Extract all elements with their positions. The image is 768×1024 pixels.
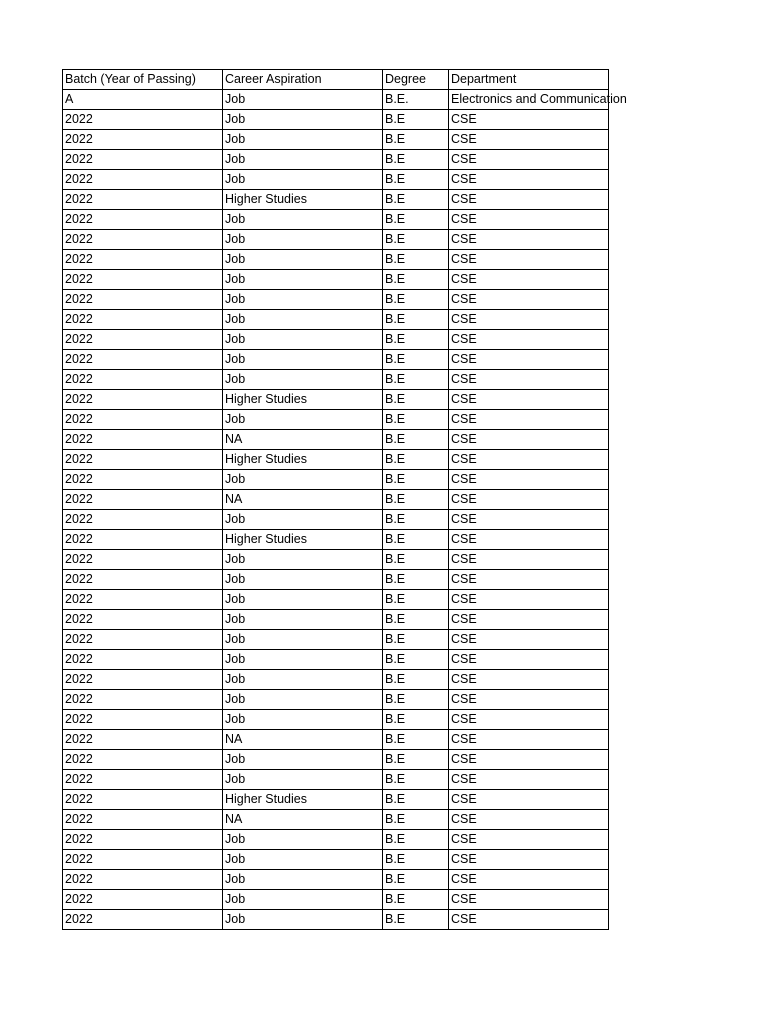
table-row	[63, 370, 609, 390]
cell-degree[interactable]: B.E	[383, 310, 449, 330]
cell-degree[interactable]: B.E	[383, 350, 449, 370]
cell-batch[interactable]: 2022	[63, 190, 223, 210]
cell-department[interactable]: CSE	[449, 170, 609, 190]
cell-degree[interactable]: B.E	[383, 650, 449, 670]
cell-batch[interactable]: 2022	[63, 250, 223, 270]
table-row	[63, 210, 609, 230]
cell-career-aspiration[interactable]: Job	[223, 910, 383, 930]
cell-department[interactable]: CSE	[449, 770, 609, 790]
cell-batch[interactable]: 2022	[63, 450, 223, 470]
cell-degree[interactable]: B.E	[383, 470, 449, 490]
cell-degree[interactable]: B.E	[383, 110, 449, 130]
table-row	[63, 850, 609, 870]
table-row	[63, 670, 609, 690]
cell-department[interactable]: CSE	[449, 410, 609, 430]
cell-department[interactable]: CSE	[449, 650, 609, 670]
cell-degree[interactable]: B.E	[383, 750, 449, 770]
cell-batch[interactable]: 2022	[63, 270, 223, 290]
cell-department[interactable]: CSE	[449, 130, 609, 150]
cell-batch[interactable]: 2022	[63, 570, 223, 590]
cell-department[interactable]: CSE	[449, 230, 609, 250]
cell-career-aspiration[interactable]: Job	[223, 890, 383, 910]
cell-career-aspiration[interactable]: Job	[223, 210, 383, 230]
cell-career-aspiration[interactable]: Job	[223, 110, 383, 130]
cell-department[interactable]: CSE	[449, 870, 609, 890]
spreadsheet-body	[63, 70, 627, 930]
table-row	[63, 130, 609, 150]
cell-degree[interactable]: B.E	[383, 370, 449, 390]
cell-batch[interactable]: 2022	[63, 770, 223, 790]
table-row	[63, 690, 609, 710]
cell-career-aspiration[interactable]: Job	[223, 830, 383, 850]
cell-department[interactable]: CSE	[449, 910, 609, 930]
cell-batch[interactable]: 2022	[63, 230, 223, 250]
cell-career-aspiration[interactable]: NA	[223, 490, 383, 510]
cell-department[interactable]: CSE	[449, 530, 609, 550]
cell-degree[interactable]: B.E	[383, 410, 449, 430]
cell-batch[interactable]: A	[63, 90, 223, 110]
cell-department[interactable]: CSE	[449, 310, 609, 330]
cell-career-aspiration[interactable]: Job	[223, 270, 383, 290]
cell-department[interactable]: CSE	[449, 750, 609, 770]
cell-career-aspiration[interactable]: Job	[223, 170, 383, 190]
table-row	[63, 630, 609, 650]
cell-career-aspiration[interactable]: Job	[223, 470, 383, 490]
table-row	[63, 570, 609, 590]
cell-batch[interactable]: 2022	[63, 670, 223, 690]
header-cell-batch[interactable]: Batch (Year of Passing)	[63, 70, 223, 90]
cell-career-aspiration[interactable]: NA	[223, 430, 383, 450]
cell-degree[interactable]: B.E	[383, 670, 449, 690]
cell-department[interactable]: CSE	[449, 330, 609, 350]
cell-batch[interactable]: 2022	[63, 130, 223, 150]
cell-degree[interactable]: B.E	[383, 810, 449, 830]
cell-degree[interactable]: B.E	[383, 390, 449, 410]
cell-batch[interactable]: 2022	[63, 390, 223, 410]
cell-batch[interactable]: 2022	[63, 490, 223, 510]
cell-degree[interactable]: B.E	[383, 430, 449, 450]
cell-career-aspiration[interactable]: Job	[223, 750, 383, 770]
table-row	[63, 470, 609, 490]
table-row	[63, 770, 609, 790]
header-cell-degree[interactable]: Degree	[383, 70, 449, 90]
cell-degree[interactable]: B.E	[383, 530, 449, 550]
cell-career-aspiration[interactable]: NA	[223, 810, 383, 830]
header-row	[63, 70, 609, 90]
cell-batch[interactable]: 2022	[63, 290, 223, 310]
cell-degree[interactable]: B.E	[383, 330, 449, 350]
cell-career-aspiration[interactable]: NA	[223, 730, 383, 750]
cell-batch[interactable]: 2022	[63, 110, 223, 130]
cell-batch[interactable]: 2022	[63, 530, 223, 550]
cell-career-aspiration[interactable]: Job	[223, 330, 383, 350]
cell-batch[interactable]: 2022	[63, 350, 223, 370]
cell-batch[interactable]: 2022	[63, 550, 223, 570]
table-row	[63, 250, 609, 270]
table-row	[63, 510, 609, 530]
cell-degree[interactable]: B.E	[383, 510, 449, 530]
table-row	[63, 910, 609, 930]
cell-degree[interactable]: B.E	[383, 130, 449, 150]
cell-degree[interactable]: B.E	[383, 250, 449, 270]
table-row	[63, 270, 609, 290]
cell-department[interactable]: CSE	[449, 690, 609, 710]
cell-degree[interactable]: B.E.	[383, 90, 449, 110]
cell-department[interactable]: CSE	[449, 710, 609, 730]
cell-career-aspiration[interactable]: Higher Studies	[223, 450, 383, 470]
cell-department[interactable]: Electronics and Communication	[449, 90, 609, 110]
cell-department[interactable]: CSE	[449, 210, 609, 230]
cell-career-aspiration[interactable]: Job	[223, 690, 383, 710]
cell-degree[interactable]: B.E	[383, 870, 449, 890]
cell-degree[interactable]: B.E	[383, 590, 449, 610]
cell-career-aspiration[interactable]: Job	[223, 630, 383, 650]
cell-department[interactable]: CSE	[449, 250, 609, 270]
table-row	[63, 810, 609, 830]
table-row	[63, 450, 609, 470]
cell-degree[interactable]: B.E	[383, 570, 449, 590]
cell-career-aspiration[interactable]: Job	[223, 510, 383, 530]
table-row	[63, 610, 609, 630]
cell-department[interactable]: CSE	[449, 510, 609, 530]
table-row	[63, 90, 609, 110]
cell-department[interactable]: CSE	[449, 570, 609, 590]
table-row	[63, 330, 609, 350]
cell-batch[interactable]: 2022	[63, 850, 223, 870]
cell-degree[interactable]: B.E	[383, 170, 449, 190]
cell-degree[interactable]: B.E	[383, 610, 449, 630]
cell-batch[interactable]: 2022	[63, 470, 223, 490]
cell-batch[interactable]: 2022	[63, 510, 223, 530]
cell-department[interactable]: CSE	[449, 670, 609, 690]
cell-department[interactable]: CSE	[449, 390, 609, 410]
table-row	[63, 410, 609, 430]
cell-department[interactable]: CSE	[449, 590, 609, 610]
cell-batch[interactable]: 2022	[63, 910, 223, 930]
table-row	[63, 710, 609, 730]
table-row	[63, 170, 609, 190]
cell-batch[interactable]: 2022	[63, 210, 223, 230]
cell-career-aspiration[interactable]: Job	[223, 130, 383, 150]
cell-career-aspiration[interactable]: Higher Studies	[223, 530, 383, 550]
cell-career-aspiration[interactable]: Higher Studies	[223, 790, 383, 810]
table-row	[63, 790, 609, 810]
cell-career-aspiration[interactable]: Job	[223, 670, 383, 690]
cell-department[interactable]: CSE	[449, 450, 609, 470]
cell-degree[interactable]: B.E	[383, 890, 449, 910]
cell-degree[interactable]: B.E	[383, 770, 449, 790]
table-row	[63, 530, 609, 550]
cell-batch[interactable]: 2022	[63, 150, 223, 170]
cell-department[interactable]: CSE	[449, 350, 609, 370]
cell-batch[interactable]: 2022	[63, 730, 223, 750]
cell-degree[interactable]: B.E	[383, 630, 449, 650]
cell-degree[interactable]: B.E	[383, 910, 449, 930]
cell-batch[interactable]: 2022	[63, 590, 223, 610]
cell-department[interactable]: CSE	[449, 610, 609, 630]
table-row	[63, 830, 609, 850]
cell-career-aspiration[interactable]: Job	[223, 370, 383, 390]
cell-degree[interactable]: B.E	[383, 710, 449, 730]
cell-batch[interactable]: 2022	[63, 890, 223, 910]
cell-degree[interactable]: B.E	[383, 450, 449, 470]
cell-degree[interactable]: B.E	[383, 150, 449, 170]
cell-degree[interactable]: B.E	[383, 730, 449, 750]
cell-department[interactable]: CSE	[449, 110, 609, 130]
cell-degree[interactable]: B.E	[383, 210, 449, 230]
cell-career-aspiration[interactable]: Job	[223, 310, 383, 330]
cell-department[interactable]: CSE	[449, 150, 609, 170]
table-row	[63, 350, 609, 370]
table-row	[63, 750, 609, 770]
table-row	[63, 290, 609, 310]
table-row	[63, 590, 609, 610]
cell-batch[interactable]: 2022	[63, 170, 223, 190]
cell-department[interactable]: CSE	[449, 850, 609, 870]
cell-department[interactable]: CSE	[449, 490, 609, 510]
cell-department[interactable]: CSE	[449, 830, 609, 850]
cell-career-aspiration[interactable]: Job	[223, 410, 383, 430]
cell-department[interactable]: CSE	[449, 430, 609, 450]
cell-degree[interactable]: B.E	[383, 190, 449, 210]
cell-career-aspiration[interactable]: Higher Studies	[223, 390, 383, 410]
cell-career-aspiration[interactable]: Job	[223, 770, 383, 790]
cell-degree[interactable]: B.E	[383, 290, 449, 310]
spreadsheet-table	[62, 69, 627, 930]
cell-degree[interactable]: B.E	[383, 690, 449, 710]
cell-career-aspiration[interactable]: Job	[223, 250, 383, 270]
cell-department[interactable]: CSE	[449, 730, 609, 750]
table-row	[63, 190, 609, 210]
cell-career-aspiration[interactable]: Job	[223, 230, 383, 250]
table-row	[63, 650, 609, 670]
cell-degree[interactable]: B.E	[383, 550, 449, 570]
table-row	[63, 550, 609, 570]
cell-degree[interactable]: B.E	[383, 790, 449, 810]
cell-career-aspiration[interactable]: Job	[223, 650, 383, 670]
cell-career-aspiration[interactable]: Job	[223, 590, 383, 610]
cell-career-aspiration[interactable]: Job	[223, 150, 383, 170]
cell-batch[interactable]: 2022	[63, 790, 223, 810]
cell-career-aspiration[interactable]: Job	[223, 710, 383, 730]
cell-batch[interactable]: 2022	[63, 630, 223, 650]
table-row	[63, 310, 609, 330]
cell-department[interactable]: CSE	[449, 470, 609, 490]
cell-batch[interactable]: 2022	[63, 750, 223, 770]
cell-career-aspiration[interactable]: Job	[223, 350, 383, 370]
cell-career-aspiration[interactable]: Job	[223, 610, 383, 630]
cell-department[interactable]: CSE	[449, 270, 609, 290]
table-row	[63, 150, 609, 170]
cell-batch[interactable]: 2022	[63, 650, 223, 670]
cell-career-aspiration[interactable]: Job	[223, 90, 383, 110]
cell-degree[interactable]: B.E	[383, 230, 449, 250]
cell-career-aspiration[interactable]: Job	[223, 570, 383, 590]
table-row	[63, 430, 609, 450]
table-row	[63, 390, 609, 410]
cell-degree[interactable]: B.E	[383, 830, 449, 850]
cell-batch[interactable]: 2022	[63, 410, 223, 430]
header-cell-department[interactable]: Department	[449, 70, 609, 90]
cell-batch[interactable]: 2022	[63, 610, 223, 630]
cell-department[interactable]: CSE	[449, 790, 609, 810]
table-row	[63, 490, 609, 510]
cell-degree[interactable]: B.E	[383, 270, 449, 290]
table-row	[63, 890, 609, 910]
cell-batch[interactable]: 2022	[63, 810, 223, 830]
cell-department[interactable]: CSE	[449, 550, 609, 570]
cell-batch[interactable]: 2022	[63, 830, 223, 850]
table-row	[63, 110, 609, 130]
cell-department[interactable]: CSE	[449, 190, 609, 210]
cell-batch[interactable]: 2022	[63, 690, 223, 710]
cell-career-aspiration[interactable]: Higher Studies	[223, 190, 383, 210]
table-row	[63, 730, 609, 750]
cell-career-aspiration[interactable]: Job	[223, 550, 383, 570]
cell-batch[interactable]: 2022	[63, 370, 223, 390]
cell-degree[interactable]: B.E	[383, 490, 449, 510]
cell-department[interactable]: CSE	[449, 630, 609, 650]
cell-department[interactable]: CSE	[449, 890, 609, 910]
cell-batch[interactable]: 2022	[63, 330, 223, 350]
cell-degree[interactable]: B.E	[383, 850, 449, 870]
cell-career-aspiration[interactable]: Job	[223, 290, 383, 310]
table-row	[63, 230, 609, 250]
cell-batch[interactable]: 2022	[63, 430, 223, 450]
cell-department[interactable]: CSE	[449, 370, 609, 390]
table-row	[63, 870, 609, 890]
cell-department[interactable]: CSE	[449, 290, 609, 310]
cell-batch[interactable]: 2022	[63, 870, 223, 890]
cell-career-aspiration[interactable]: Job	[223, 850, 383, 870]
cell-batch[interactable]: 2022	[63, 310, 223, 330]
cell-batch[interactable]: 2022	[63, 710, 223, 730]
cell-department[interactable]: CSE	[449, 810, 609, 830]
cell-career-aspiration[interactable]: Job	[223, 870, 383, 890]
header-cell-career-aspiration[interactable]: Career Aspiration	[223, 70, 383, 90]
